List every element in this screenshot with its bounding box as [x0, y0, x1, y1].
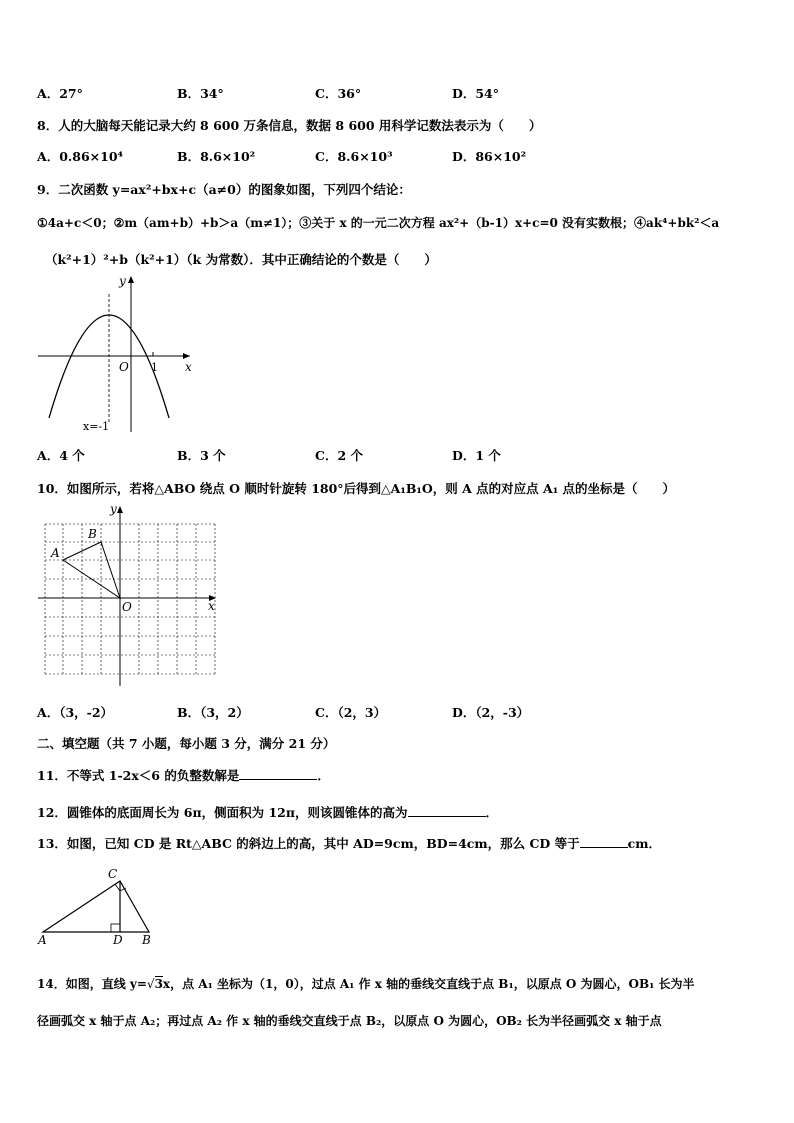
q9-conditions: ①4a+c＜0；②m（am+b）+b＞a（m≠1）；③关于 x 的一元二次方程 ax²+（b-1）x+c=0 没有实数根；④ak⁴+bk²＜a: [37, 216, 720, 230]
q13-label-d: D: [113, 933, 123, 947]
q13: [37, 834, 661, 852]
q13-triangle-abc: [43, 881, 149, 932]
q10-origin-label: O: [122, 600, 132, 614]
q8-option-c: C．8.6×10³: [315, 149, 393, 164]
q9-y-label: y: [119, 274, 126, 288]
q10-option-a: A．（3，-2）: [37, 705, 114, 720]
q10-grid-lines: [45, 524, 217, 674]
q8-option-a: A．0.86×10⁴: [37, 149, 123, 164]
q8-option-d: D．86×10²: [452, 149, 527, 164]
q13-label-a: A: [38, 933, 47, 947]
q14-line1: [37, 975, 695, 992]
q7-option-b: B．34°: [177, 86, 224, 101]
q10-stem: 10．如图所示，若将△ABO 绕点 O 顺时针旋转 180°后得到△A₁B₁O，则 A 点的对应点 A₁ 点的坐标是（ ）: [37, 481, 676, 496]
sqrt-icon: √: [146, 977, 155, 991]
q9-x-label: x: [185, 360, 192, 374]
q11: [37, 766, 330, 784]
q12-answer-blank[interactable]: [408, 804, 486, 817]
q10-option-b: B．（3，2）: [177, 705, 249, 720]
q14-sqrt-radicand: 3: [154, 977, 163, 991]
q14-stem-part1: 14．如图，直线 y=: [37, 977, 147, 991]
q9-option-a: A．4 个: [37, 448, 85, 463]
q11-end: ．: [317, 768, 330, 783]
q9-conditions-continued: （k²+1）²+b（k²+1）（k 为常数）．其中正确结论的个数是（ ）: [45, 252, 437, 267]
q9-stem: 9．二次函数 y=ax²+bx+c（a≠0）的图象如图，下列四个结论：: [37, 182, 411, 197]
q12: [37, 803, 498, 821]
q10-y-label: y: [110, 502, 117, 516]
q9-option-c: C．2 个: [315, 448, 363, 463]
q10-y-arrow: [117, 506, 123, 513]
q14-stem-part2: x，点 A₁ 坐标为（1，0），过点 A₁ 作 x 轴的垂线交直线于点 B₁，以原点 O 为圆心，OB₁ 长为半: [162, 977, 695, 991]
q10-label-a: A: [51, 546, 60, 560]
q10-triangle-abo: [63, 542, 120, 598]
q13-triangle-figure: [36, 864, 160, 948]
q9-symmetry-label: x=-1: [83, 420, 110, 433]
q9-y-arrow: [128, 276, 134, 283]
q11-stem: 11．不等式 1-2x＜6 的负整数解是: [37, 768, 240, 783]
q13-end: cm．: [627, 836, 661, 851]
q10-grid-graph: [36, 498, 220, 690]
q10-option-c: C．（2，3）: [315, 705, 387, 720]
q9-option-b: B．3 个: [177, 448, 226, 463]
q9-x-arrow: [183, 353, 190, 359]
q13-answer-blank[interactable]: [580, 835, 628, 848]
q14-line2: 径画弧交 x 轴于点 A₂；再过点 A₂ 作 x 轴的垂线交直线于点 B₂，以原点 O 为圆心，OB₂ 长为半径画弧交 x 轴于点: [37, 1014, 662, 1028]
section-heading-fill-in: 二、填空题（共 7 小题，每小题 3 分，满分 21 分）: [37, 736, 336, 751]
q7-option-a: A．27°: [37, 86, 83, 101]
q10-label-b: B: [88, 527, 97, 541]
q8-stem: 8．人的大脑每天能记录大约 8 600 万条信息，数据 8 600 用科学记数法表示为（ ）: [37, 118, 542, 133]
q13-label-b: B: [142, 933, 151, 947]
q9-tick-label: 1: [151, 361, 158, 374]
q13-right-angle-d: [111, 924, 120, 932]
q8-option-b: B．8.6×10²: [177, 149, 256, 164]
q13-stem: 13．如图，已知 CD 是 Rt△ABC 的斜边上的高，其中 AD=9cm，BD=4cm，那么 CD 等于: [37, 836, 580, 851]
q10-option-d: D．（2，-3）: [452, 705, 530, 720]
q12-stem: 12．圆锥体的底面周长为 6π，侧面积为 12π，则该圆锥体的高为: [37, 805, 408, 820]
q13-label-c: C: [108, 867, 118, 881]
q7-option-d: D．54°: [452, 86, 499, 101]
q9-parabola-graph: [35, 270, 205, 435]
q11-answer-blank[interactable]: [239, 767, 317, 780]
q9-origin-label: O: [119, 360, 129, 374]
q9-option-d: D．1 个: [452, 448, 501, 463]
q12-end: ．: [485, 805, 499, 820]
q10-x-label: x: [208, 599, 215, 613]
q7-option-c: C．36°: [315, 86, 362, 101]
